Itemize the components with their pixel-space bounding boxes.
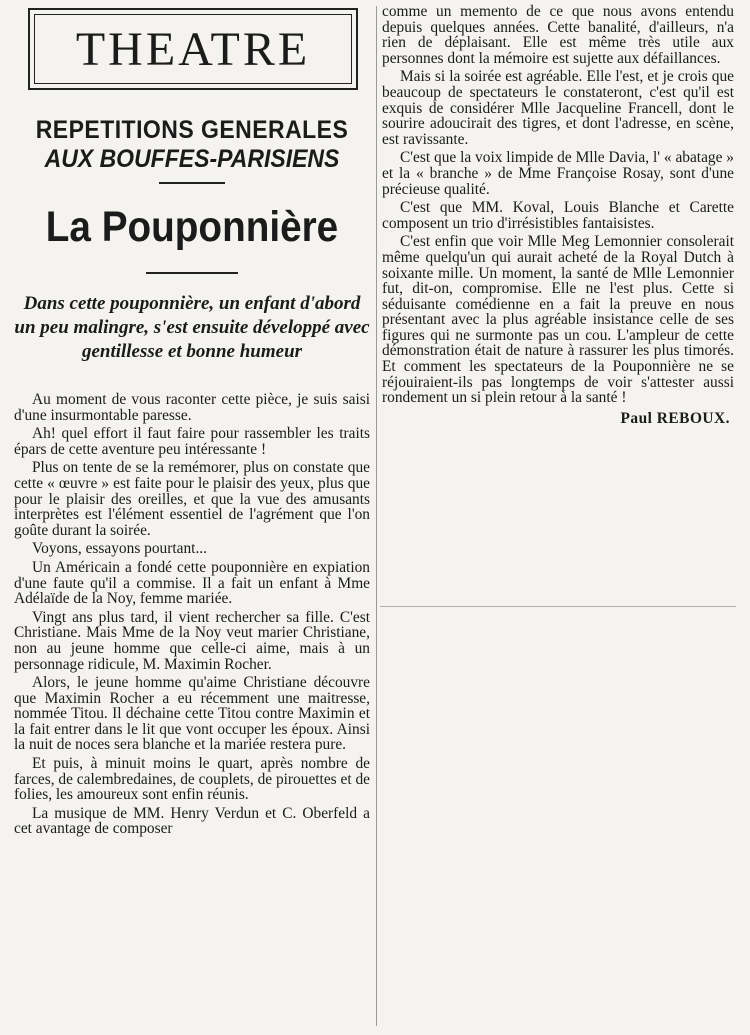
paragraph: Au moment de vous raconter cette pièce, je suis saisi d'une insurmontable paresse. [14, 391, 370, 424]
paragraph: comme un memento de ce que nous avons entendu depuis quelques années. Cette banalité, d'ailleurs, n'a rien de déplaisant. Elle est même très utile aux personnes dont la mémoire est sujette aux défaillances. [382, 3, 734, 67]
author-signature: Paul REBOUX. [620, 409, 730, 427]
paragraph: Voyons, essayons pourtant... [32, 540, 207, 558]
paragraph: Ah! quel effort il faut faire pour rassembler les traits épars de cette aventure peu intéressante ! [14, 425, 370, 458]
article-title: La Pouponnière [45, 203, 339, 251]
paragraph: La musique de MM. Henry Verdun et C. Oberfeld a cet avantage de composer [14, 804, 370, 838]
right-body [382, 4, 734, 406]
paragraph: Alors, le jeune homme qu'aime Christiane découvre que Maximin Rocher a eu récemment une maitresse, nommée Titou. Il déchaine cette Titou contre Maximin et la fait entrer dans le lit que vont occuper les époux. Ainsi la nuit de noces sera blanche et la mariée restera pure. [14, 674, 370, 754]
title-rule [146, 272, 238, 274]
paragraph: C'est que la voix limpide de Mlle Davia, l' « abatage » et la « branche » de Mme Françoise Rosay, sont d'une précieuse qualité. [382, 149, 734, 198]
column-end-rule [380, 606, 736, 607]
section-masthead [28, 8, 358, 90]
article-deck: Dans cette pouponnière, un enfant d'abord un peu malingre, s'est ensuite développé avec gentillesse et bonne humeur [14, 293, 370, 362]
paragraph: Plus on tente de se la remémorer, plus on constate que cette « œuvre » est faite pour le plaisir des yeux, plus que pour le plaisir des oreilles, et que la vue des amusants interprètes est l'élément essentiel de l'agrément que l'on goûte durant la soirée. [14, 459, 370, 539]
headline-line-2: AUX BOUFFES-PARISIENS [44, 145, 340, 173]
headline-rule [159, 182, 225, 184]
paragraph: Vingt ans plus tard, il vient rechercher sa fille. C'est Christiane. Mais Mme de la Noy veut marier Christiane, non au jeune homme que celle-ci aime, mais à un personnage ridicule, M. Maximin Rocher. [14, 608, 370, 673]
paragraph: Un Américain a fondé cette pouponnière en expiation d'une faute qu'il a commise. Il a fait un enfant à Mme Adélaïde de la Noy, femme mariée. [14, 558, 370, 608]
headline-line-1: REPETITIONS GENERALES [35, 116, 349, 144]
masthead-title: THEATRE [34, 14, 352, 84]
right-column [382, 4, 734, 428]
paragraph: C'est que MM. Koval, Louis Blanche et Carette composent un trio d'irrésistibles fantaisistes. [382, 199, 734, 232]
paragraph: Mais si la soirée est agréable. Elle l'est, et je crois que beaucoup de spectateurs le constateront, c'est qu'il est exquis de considérer Mlle Jacqueline Francell, dont le sourire adoucirait des tigres, et dont l'adresse, en scène, est ravissante. [382, 68, 734, 148]
left-column [14, 4, 370, 840]
left-body [14, 392, 370, 837]
paragraph: Et puis, à minuit moins le quart, après nombre de farces, de calembredaines, de couplets, de pirouettes et de folies, les amoureux sont enfin réunis. [14, 755, 370, 804]
column-divider [376, 6, 377, 1026]
paragraph: C'est enfin que voir Mlle Meg Lemonnier consolerait même quelqu'un qui aurait acheté de la Royal Dutch à soixante mille. Un moment, la santé de Mlle Lemonnier fut, dit-on, compromise. Elle ne l'est plus. Cette si séduisante comédienne en a fait la preuve en nous présentant avec la plus agréable insistance celle de ses figures qui ne surmonte pas un cou. L'ampleur de cette démonstration était de nature à rassurer les plus timorés. Et comment les spectateurs de la Pouponnière ne se réjouiraient-ils pas longtemps de voir s'attester aussi rondement un si plein retour à la santé ! [382, 233, 734, 407]
